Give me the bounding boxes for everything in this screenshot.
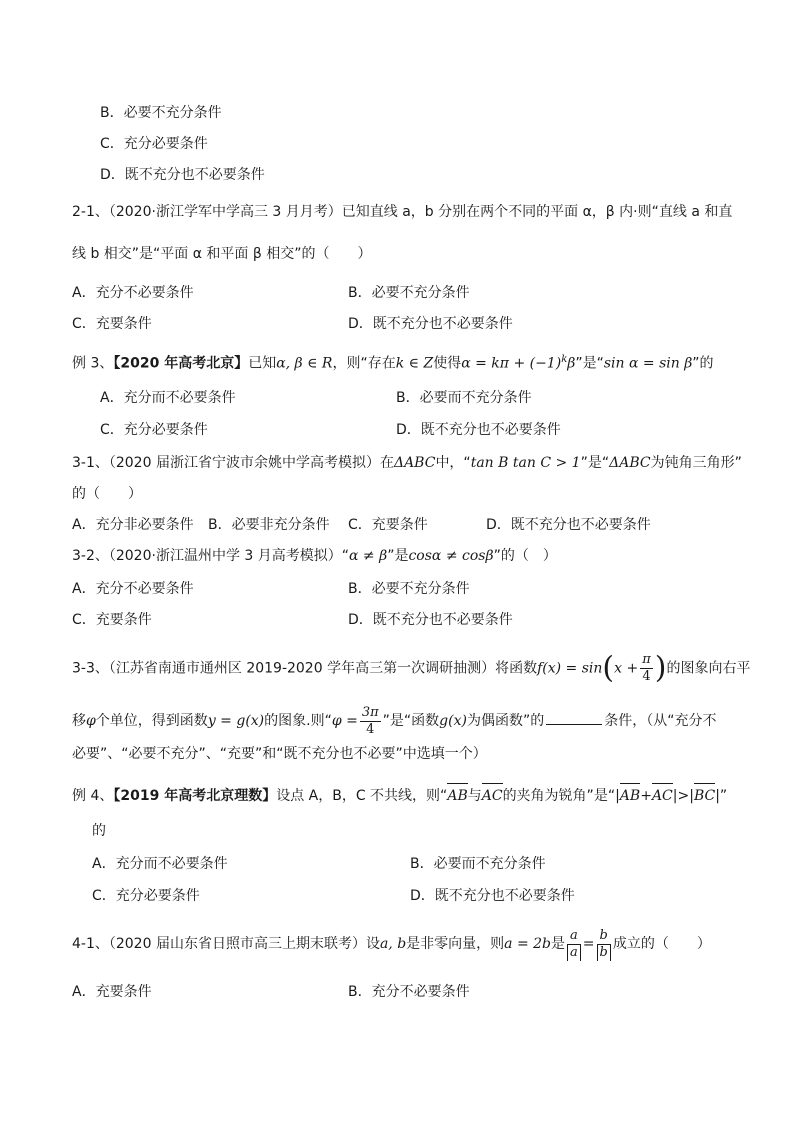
example-4-line2: 的 [92, 823, 106, 839]
question-3-1-option-b: B．必要非充分条件 [208, 517, 330, 533]
answer-blank[interactable] [546, 710, 602, 725]
question-4-1-stem: 4-1、（2020 届山东省日照市高三上期末联考）设a, b是非零向量，则a = 2b是 $\frac{a}{a}$ = $\frac{b}{b}$ 成立的（ ） [72, 927, 711, 960]
question-3-1-option-c: C．充要条件 [348, 517, 428, 533]
question-3-2-option-a: A．充分不必要条件 [72, 581, 194, 597]
question-4-1-option-b: B．充分不必要条件 [348, 984, 470, 1000]
fraction-3pi-over-4: $\frac{3\pi}{4}$ [361, 704, 379, 737]
example-3-option-d: D．既不充分也不必要条件 [396, 422, 561, 438]
example-4-stem: 例 4、【2019 年高考北京理数】设点 A，B，C 不共线，则“AB与AC的夹角为锐角”是“|AB+AC|>|BC|” [72, 788, 728, 804]
question-3-2-option-d: D．既不充分也不必要条件 [348, 612, 513, 628]
example-4-option-d: D．既不充分也不必要条件 [410, 888, 575, 904]
example-3-stem: 例 3、【2020 年高考北京】已知α, β ∈ R，则“存在k ∈ Z使得$\alpha = k\pi + (-1)^k\beta$”是“sin α = sin β”的 [72, 354, 714, 372]
question-2-1-option-b: B．必要不充分条件 [348, 285, 470, 301]
question-2-1-line2: 线 b 相交”是“平面 α 和平面 β 相交”的（ ） [72, 246, 372, 262]
question-3-1-option-a: A．充分非必要条件 [72, 517, 194, 533]
fraction-pi-over-4: $\frac{\pi}{4}$ [642, 652, 651, 684]
question-3-2-option-c: C．充要条件 [72, 612, 152, 628]
question-2-1-option-a: A．充分不必要条件 [72, 285, 194, 301]
example-3-option-c: C．充分必要条件 [100, 422, 208, 438]
option-c: C．充分必要条件 [100, 136, 208, 152]
question-3-3-line2: 移φ个单位，得到函数y = g(x)的图象.则“φ = $\frac{3\pi}{4}$ ”是“函数g(x)为偶函数”的 条件，（从“充分不 [72, 704, 717, 737]
question-3-2-option-b: B．必要不充分条件 [348, 581, 470, 597]
option-d: D．既不充分也不必要条件 [100, 167, 265, 183]
example-4-option-a: A．充分而不必要条件 [92, 856, 228, 872]
example-4-option-b: B．必要而不充分条件 [410, 856, 546, 872]
question-2-1-option-c: C．充要条件 [72, 316, 152, 332]
question-3-1-line1: 3-1、（2020 届浙江省宁波市余姚中学高考模拟）在ΔABC中，“tan B tan C > 1”是“ΔABC为钝角三角形” [72, 455, 742, 471]
example-4-option-c: C．充分必要条件 [92, 888, 200, 904]
fraction-b-over-abs-b: $\frac{b}{b}$ [597, 928, 611, 961]
question-3-3-line3: 必要”、“必要不充分”、“充要”和“既不充分也不必要”中选填一个） [72, 746, 487, 762]
question-2-1-option-d: D．既不充分也不必要条件 [348, 316, 513, 332]
question-3-3-line1: 3-3、（江苏省南通市通州区 2019-2020 学年高三第一次调研抽测）将函数f(x) = sin(x + $\frac{\pi}{4}$ )的图象向右平 [72, 650, 751, 686]
example-3-option-a: A．充分而不必要条件 [100, 390, 236, 406]
question-3-1-option-d: D．既不充分也不必要条件 [486, 517, 651, 533]
question-3-2-stem: 3-2、（2020·浙江温州中学 3 月高考模拟）“α ≠ β”是cosα ≠ cosβ”的（ ） [72, 548, 557, 564]
fraction-a-over-abs-a: $\frac{a}{a}$ [567, 928, 581, 961]
question-2-1-line1: 2-1、（2020·浙江学军中学高三 3 月月考）已知直线 a，b 分别在两个不同的平面 α，β 内·则“直线 a 和直 [72, 204, 733, 220]
option-b: B．必要不充分条件 [100, 105, 222, 121]
example-3-option-b: B．必要而不充分条件 [396, 390, 532, 406]
question-4-1-option-a: A．充要条件 [72, 984, 152, 1000]
question-3-1-line2: 的（ ） [72, 486, 142, 502]
